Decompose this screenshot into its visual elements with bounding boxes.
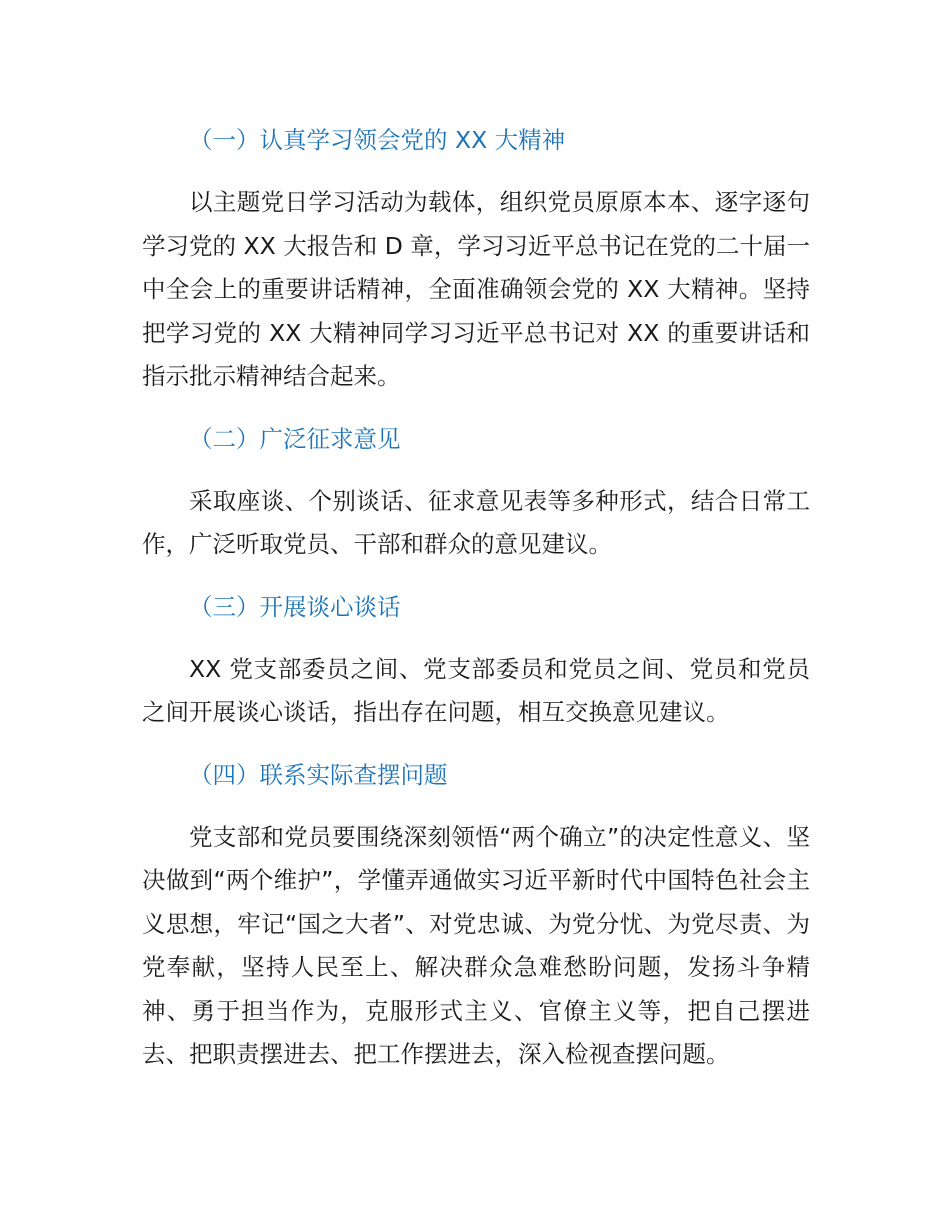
section-heading-2: （二）广泛征求意见 [189,424,401,453]
section-body-3: XX 党支部委员之间、党支部委员和党员之间、党员和党员之间开展谈心谈话，指出存在问题，相互交换意见建议。 [142,654,810,726]
section-heading-1: （一）认真学习领会党的 XX 大精神 [189,126,566,154]
section-heading-4: （四）联系实际查摆问题 [189,760,448,789]
document-page [142,118,810,1077]
section-heading-3: （三）开展谈心谈话 [189,592,401,621]
section-body-1: 以主题党日学习活动为载体，组织党员原原本本、逐字逐句学习党的 XX 大报告和 D 章，学习习近平总书记在党的二十届一中全会上的重要讲话精神，全面准确领会党的 XX 大精神。坚持把学习党的 XX 大精神同学习习近平总书记对 XX 的重要讲话和指示批示精神结合起来。 [142,188,810,390]
section-body-2: 采取座谈、个别谈话、征求意见表等多种形式，结合日常工作，广泛听取党员、干部和群众的意见建议。 [142,486,810,558]
section-body-4: 党支部和党员要围绕深刻领悟“两个确立”的决定性意义、坚决做到“两个维护”，学懂弄通做实习近平新时代中国特色社会主义思想，牢记“国之大者”、对党忠诚、为党分忧、为党尽责、为党奉献，坚持人民至上、解决群众急难愁盼问题，发扬斗争精神、勇于担当作为，克服形式主义、官僚主义等，把自己摆进去、把职责摆进去、把工作摆进去，深入检视查摆问题。 [142,822,810,1068]
